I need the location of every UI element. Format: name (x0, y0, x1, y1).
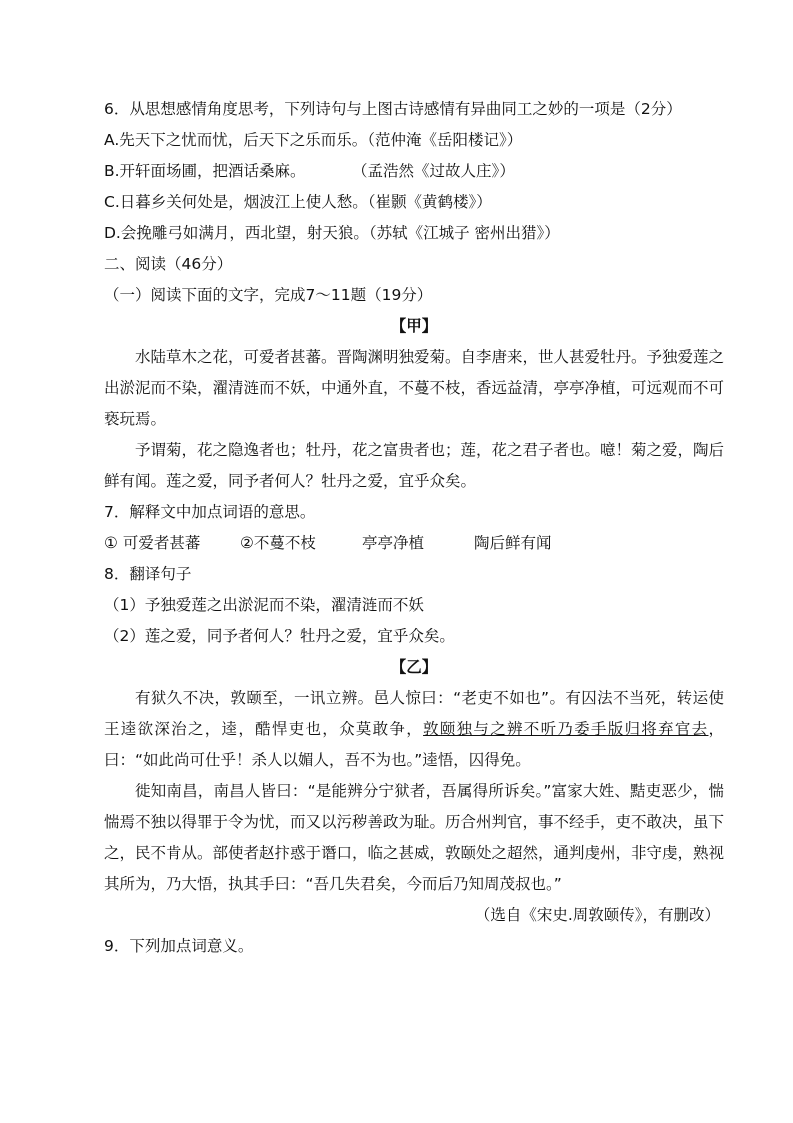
question-8-stem: 8．翻译句子 (104, 565, 192, 583)
question-6-option-d: D.会挽雕弓如满月，西北望，射天狼。（苏轼《江城子 密州出猎》） (104, 224, 560, 242)
passage-yi-paragraph-1-part-b: ，曰：“如此尚可仕乎！杀人以媚人，吾不为也。”逵悟，囚得免。 (104, 720, 724, 769)
passage-yi-label: 【乙】 (390, 658, 438, 676)
question-6-option-c: C.日暮乡关何处是，烟波江上使人愁。（崔颢《黄鹤楼》） (104, 193, 492, 211)
passage-jia-paragraph-2: 予谓菊，花之隐逸者也；牡丹，花之富贵者也；莲，花之君子者也。噫！菊之爱，陶后鲜有闻。莲之爱，同予者何人？牡丹之爱，宜乎众矣。 (104, 441, 725, 490)
question-7-item-3: 亭亭净植 (362, 534, 425, 552)
question-6-option-a: A.先天下之忧而忧，后天下之乐而乐。（范仲淹《岳阳楼记》） (104, 131, 523, 149)
passage-yi-paragraph-1 (104, 683, 724, 776)
passage-jia-paragraph-1: 水陆草木之花，可爱者甚蕃。晋陶渊明独爱菊。自李唐来，世人甚爱牡丹。予独爱莲之出淤泥而不染，濯清涟而不妖，中通外直，不蔓不枝，香远益清，亭亭净植，可远观而不可亵玩焉。 (104, 348, 725, 428)
passage-jia-label: 【甲】 (390, 317, 438, 335)
question-6-option-b: B.开轩面场圃，把酒话桑麻。 （孟浩然《过故人庄》） (104, 162, 515, 180)
section-2-part-1-instruction: （一）阅读下面的文字，完成7～11题（19分） (104, 286, 433, 304)
passage-yi-source: （选自《宋史.周敦颐传》，有删改） (474, 906, 720, 924)
exam-page (104, 94, 724, 962)
question-7-item-1: ① 可爱者甚蕃 (104, 534, 201, 552)
section-2-title: 二、阅读（46分） (104, 255, 233, 273)
question-8-sentence-1: （1）予独爱莲之出淤泥而不染，濯清涟而不妖 (104, 596, 424, 614)
passage-yi-paragraph-2: 徙知南昌，南昌人皆曰：“是能辨分宁狱者，吾属得所诉矣。”富家大姓、黠吏恶少，惴惴焉不独以得罪于令为忧，而又以污秽善政为耻。历合州判官，事不经手，吏不敢决，虽下之，民不肯从。部使者赵抃惑于谮口，临之甚威，敦颐处之超然，通判虔州，非守虔，熟视其所为，乃大悟，执其手曰：“吾几失君矣，今而后乃知周茂叔也。” (104, 782, 725, 893)
question-6-stem: 6．从思想感情角度思考，下列诗句与上图古诗感情有异曲同工之妙的一项是（2分） (104, 100, 682, 118)
question-7-items (104, 528, 724, 559)
question-7-stem: 7．解释文中加点词语的意思。 (104, 503, 316, 521)
underlined-sentence: 敦颐独与之辨不听乃委手版归将弃官去 (423, 720, 709, 738)
question-9-stem: 9．下列加点词意义。 (104, 937, 254, 955)
question-7-item-4: 陶后鲜有闻 (474, 534, 552, 552)
question-7-item-2: ②不蔓不枝 (240, 534, 316, 552)
passage-yi-paragraph-1-part-a: 有狱久不决，敦颐至，一讯立辨。邑人惊曰：“老吏不如也”。有囚法不当死，转运使王逵欲深治之，逵，酷悍吏也，众莫敢争， (104, 689, 724, 738)
question-8-sentence-2: （2）莲之爱，同予者何人？牡丹之爱，宜乎众矣。 (104, 627, 455, 645)
